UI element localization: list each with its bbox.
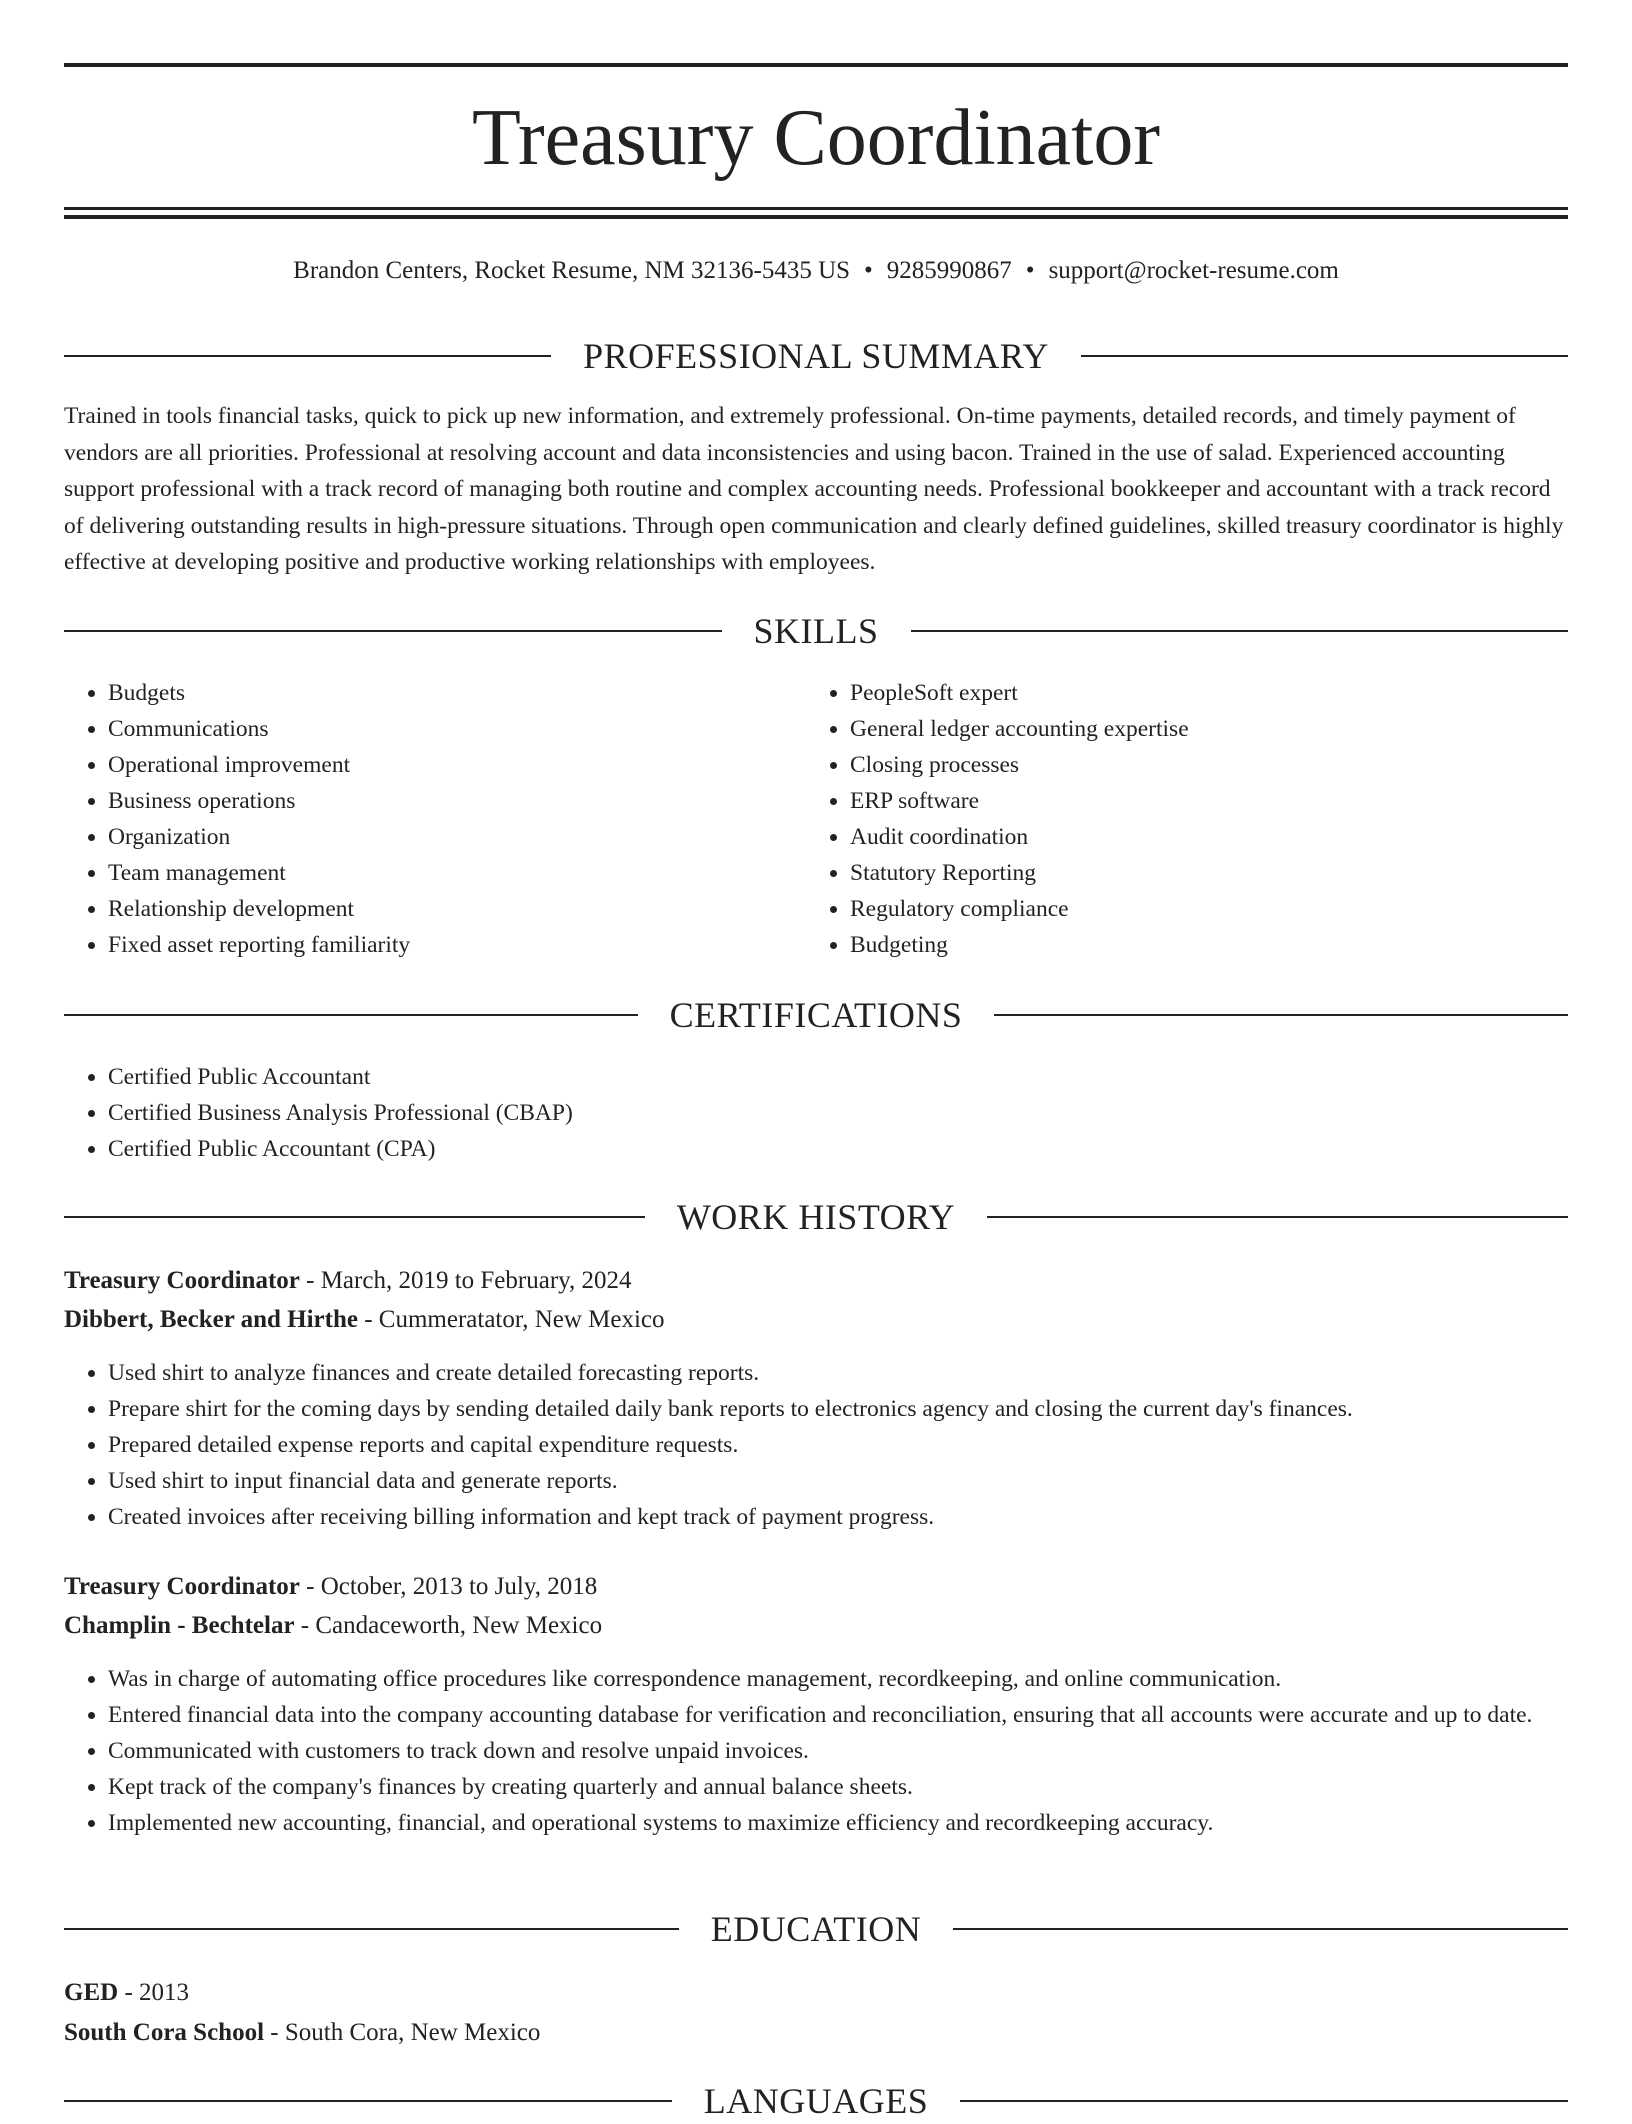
section-heading-work-history bbox=[64, 1194, 1568, 1240]
certifications-list bbox=[64, 1059, 1568, 1167]
heading-rule bbox=[64, 355, 551, 357]
list-item: • Budgets bbox=[108, 675, 804, 711]
education-degree: GED bbox=[64, 1979, 119, 2006]
heading-rule bbox=[64, 1216, 645, 1218]
list-item: • Created invoices after receiving billing information and kept track of payment progress. bbox=[108, 1499, 1552, 1535]
job-location: - Candaceworth, New Mexico bbox=[294, 1612, 603, 1639]
job-title: Treasury Coordinator bbox=[64, 1267, 300, 1294]
list-item: • Regulatory compliance bbox=[850, 891, 1546, 927]
list-item: • Used shirt to input financial data and generate reports. bbox=[108, 1463, 1552, 1499]
section-title: WORK HISTORY bbox=[676, 1197, 956, 1237]
list-item: • Kept track of the company's finances by creating quarterly and annual balance sheets. bbox=[108, 1769, 1552, 1805]
section-heading-certifications bbox=[64, 992, 1568, 1038]
list-item: • Business operations bbox=[108, 783, 804, 819]
list-item: • Prepare shirt for the coming days by sending detailed daily bank reports to electronics agency and closing the current day's finances. bbox=[108, 1391, 1552, 1427]
skills-column-left bbox=[64, 675, 804, 963]
list-item: • PeopleSoft expert bbox=[850, 675, 1546, 711]
list-item: • Audit coordination bbox=[850, 819, 1546, 855]
education-degree-line bbox=[64, 1975, 1568, 2011]
heading-rule bbox=[994, 1014, 1568, 1016]
job-title-line bbox=[64, 1569, 1568, 1605]
job-location: - Cummeratator, New Mexico bbox=[357, 1306, 665, 1333]
section-heading-languages bbox=[64, 2078, 1568, 2124]
title-double-rule bbox=[64, 207, 1568, 219]
heading-rule bbox=[64, 1014, 638, 1016]
list-item: • Relationship development bbox=[108, 891, 804, 927]
resume-title: Treasury Coordinator bbox=[471, 94, 1161, 182]
section-heading-summary bbox=[64, 333, 1568, 379]
contact-separator: • bbox=[1025, 257, 1035, 284]
job-title-line bbox=[64, 1263, 1568, 1299]
heading-rule bbox=[64, 630, 722, 632]
heading-rule bbox=[911, 630, 1569, 632]
heading-rule bbox=[953, 1928, 1568, 1930]
job-company-line bbox=[64, 1608, 1568, 1644]
list-item: • Fixed asset reporting familiarity bbox=[108, 927, 804, 963]
top-rule bbox=[64, 63, 1568, 67]
job-company: Champlin - Bechtelar bbox=[64, 1612, 295, 1639]
heading-rule bbox=[1081, 355, 1568, 357]
list-item: • Certified Public Accountant (CPA) bbox=[108, 1131, 1568, 1167]
list-item: • ERP software bbox=[850, 783, 1546, 819]
list-item: • Operational improvement bbox=[108, 747, 804, 783]
job-dates: - October, 2013 to July, 2018 bbox=[299, 1573, 598, 1600]
job-bullets bbox=[64, 1355, 1552, 1535]
list-item: • Communications bbox=[108, 711, 804, 747]
heading-rule bbox=[987, 1216, 1568, 1218]
list-item: • Entered financial data into the company accounting database for verification and reconciliation, ensuring that all accounts were accurate and up to date. bbox=[108, 1697, 1552, 1733]
section-title: PROFESSIONAL SUMMARY bbox=[583, 336, 1049, 376]
contact-separator: • bbox=[864, 257, 873, 284]
list-item: • Communicated with customers to track down and resolve unpaid invoices. bbox=[108, 1733, 1552, 1769]
education-location: - South Cora, New Mexico bbox=[264, 2019, 541, 2046]
list-item: • Team management bbox=[108, 855, 804, 891]
contact-email[interactable]: support@rocket-resume.com bbox=[1048, 257, 1339, 284]
contact-line bbox=[64, 253, 1568, 289]
summary-text: Trained in tools financial tasks, quick to pick up new information, and extremely professional. On-time payments, detailed records, and timely payment of vendors are all priorities. Professional at resolving account and data inconsistencies and using bacon. Trained in the use of salad. Experienced accounting support professional with a track record of managing both routine and complex accounting needs. Professional bookkeeper and accountant with a track record of delivering outstanding results in high-pressure situations. Through open communication and clearly defined guidelines, skilled treasury coordinator is highly effective at developing positive and productive working relationships with employees. bbox=[64, 403, 1564, 575]
list-item: • Certified Public Accountant bbox=[108, 1059, 1568, 1095]
list-item: • Implemented new accounting, financial, and operational systems to maximize efficiency and recordkeeping accuracy. bbox=[108, 1805, 1552, 1841]
list-item: • Closing processes bbox=[850, 747, 1546, 783]
section-heading-education bbox=[64, 1906, 1568, 1952]
heading-rule bbox=[64, 1928, 679, 1930]
list-item: • Used shirt to analyze finances and create detailed forecasting reports. bbox=[108, 1355, 1552, 1391]
section-heading-skills bbox=[64, 608, 1568, 654]
section-title: LANGUAGES bbox=[703, 2081, 929, 2121]
heading-rule bbox=[960, 2100, 1568, 2102]
education-year: - 2013 bbox=[118, 1979, 190, 2006]
list-item: • Budgeting bbox=[850, 927, 1546, 963]
list-item: • Prepared detailed expense reports and capital expenditure requests. bbox=[108, 1427, 1552, 1463]
job-dates: - March, 2019 to February, 2024 bbox=[299, 1267, 632, 1294]
list-item: • General ledger accounting expertise bbox=[850, 711, 1546, 747]
heading-rule bbox=[64, 2100, 672, 2102]
list-item: • Was in charge of automating office procedures like correspondence management, recordkeeping, and online communication. bbox=[108, 1661, 1552, 1697]
education-school: South Cora School bbox=[64, 2019, 265, 2046]
section-title: SKILLS bbox=[753, 611, 879, 651]
job-company: Dibbert, Becker and Hirthe bbox=[64, 1306, 358, 1333]
education-school-line bbox=[64, 2015, 1568, 2051]
job-bullets bbox=[64, 1661, 1552, 1841]
section-title: EDUCATION bbox=[710, 1909, 922, 1949]
job-company-line bbox=[64, 1302, 1568, 1338]
list-item: • Statutory Reporting bbox=[850, 855, 1546, 891]
contact-address: Brandon Centers, Rocket Resume, NM 32136-5435 US bbox=[293, 257, 851, 284]
section-title: CERTIFICATIONS bbox=[669, 995, 963, 1035]
job-title: Treasury Coordinator bbox=[64, 1573, 300, 1600]
contact-phone[interactable]: 9285990867 bbox=[886, 257, 1012, 284]
list-item: • Certified Business Analysis Professional (CBAP) bbox=[108, 1095, 1568, 1131]
list-item: • Organization bbox=[108, 819, 804, 855]
skills-column-right bbox=[806, 675, 1546, 963]
